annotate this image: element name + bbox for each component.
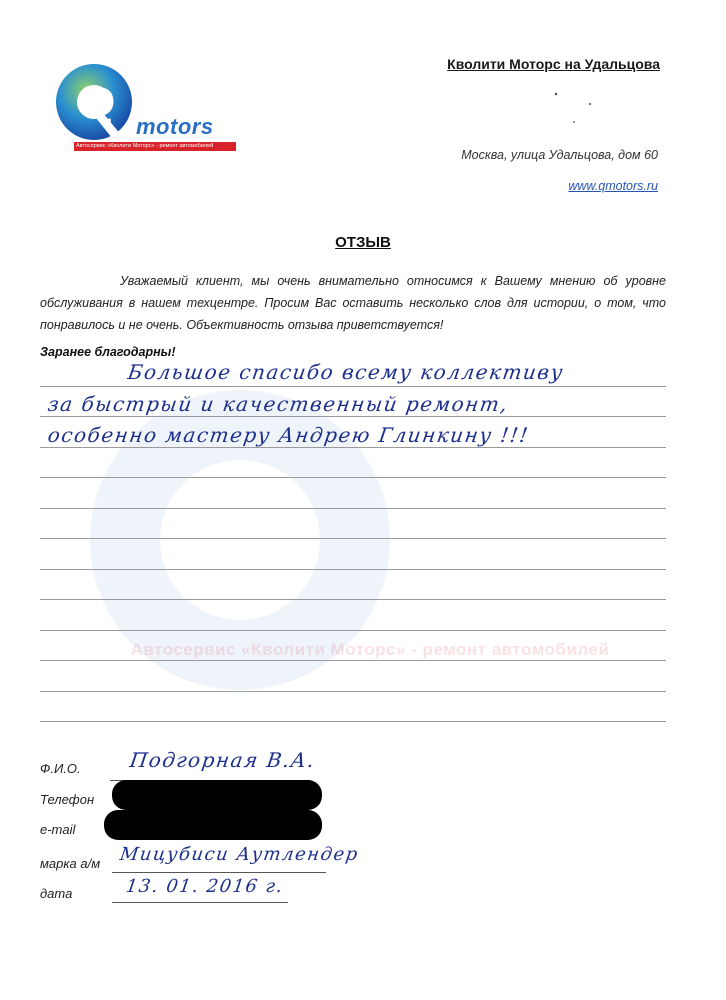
- name-label: Ф.И.О.: [40, 761, 81, 776]
- logo-word: motors: [136, 114, 214, 139]
- thanks-note: Заранее благодарны!: [40, 345, 176, 359]
- ruled-line: [40, 386, 666, 387]
- review-line: Большое спасибо всему коллективу: [126, 360, 566, 384]
- company-address: Москва, улица Удальцова, дом 60: [461, 148, 658, 162]
- ruled-line: [40, 569, 666, 570]
- company-website-link[interactable]: www.qmotors.ru: [568, 179, 658, 193]
- ruled-line: [40, 599, 666, 600]
- review-line: за быстрый и качественный ремонт,: [46, 392, 511, 416]
- date-value: 13. 01. 2016 г.: [124, 876, 286, 897]
- name-value: Подгорная В.А.: [128, 748, 318, 772]
- ruled-line: [40, 477, 666, 478]
- ruled-line: [40, 416, 666, 417]
- watermark-text: Автосервис «Кволити Моторс» - ремонт автомобилей: [130, 640, 610, 659]
- car-value: Мицубиси Аутлендер: [118, 844, 361, 865]
- phone-label: Телефон: [40, 792, 95, 807]
- logo-tagline: Автосервис «Кволити Моторс» - ремонт автомобилей: [76, 143, 214, 149]
- ruled-line: [40, 630, 666, 631]
- page-title: ОТЗЫВ: [335, 234, 391, 251]
- review-line: особенно мастеру Андрею Глинкину !!!: [46, 423, 531, 447]
- ruled-line: [40, 538, 666, 539]
- ruled-line: [40, 447, 666, 448]
- date-underline: [112, 902, 288, 903]
- date-label: дата: [40, 886, 73, 901]
- email-label: e-mail: [40, 822, 76, 837]
- car-underline: [112, 872, 326, 873]
- email-redaction: [104, 810, 322, 840]
- logo-letter: Q: [84, 80, 116, 124]
- ruled-line: [40, 660, 666, 661]
- company-logo: [52, 58, 252, 158]
- ruled-line: [40, 508, 666, 509]
- scan-specks: [550, 88, 610, 148]
- ruled-line: [40, 721, 666, 722]
- intro-text: Уважаемый клиент, мы очень внимательно относимся к Вашему мнению об уровне обслуживания в нашем техцентре. Просим Вас оставить несколько слов для истории, о том, что понравилось и не очень. Объективность отзыва приветствуется!: [40, 274, 666, 332]
- ruled-line: [40, 691, 666, 692]
- company-name: Кволити Моторс на Удальцова: [447, 56, 660, 72]
- car-label: марка а/м: [40, 856, 101, 871]
- phone-redaction: [112, 780, 322, 810]
